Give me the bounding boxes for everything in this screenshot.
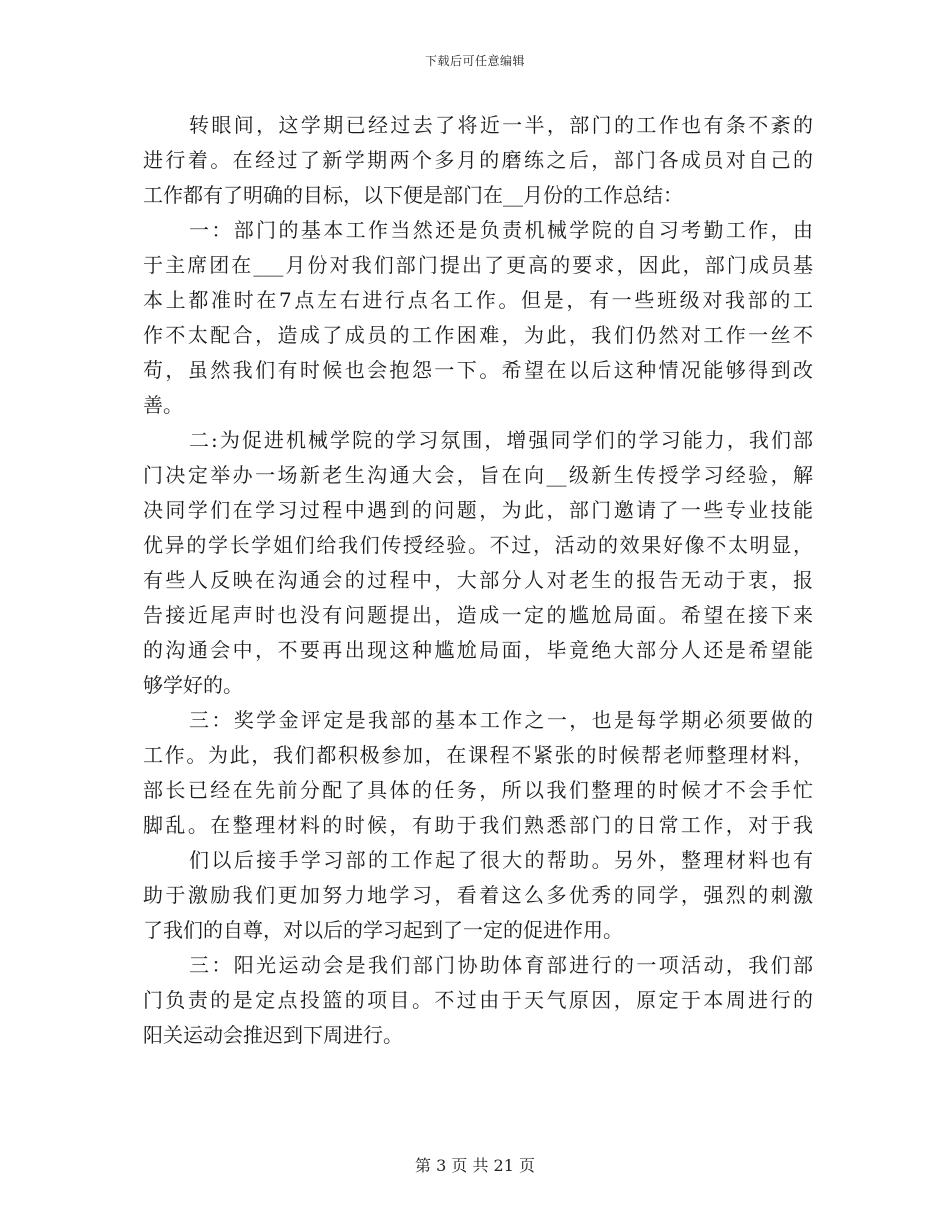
text-line: 脚乱。在整理材料的时候，有助于我们熟悉部门的日常工作，对于我 (143, 813, 813, 837)
paragraph-intro (143, 108, 813, 213)
text-line: 决同学们在学习过程中遇到的问题，为此，部门邀请了一些专业技能 (143, 498, 813, 522)
paragraph-item-1 (143, 213, 813, 423)
text-line: 转眼间，这学期已经过去了将近一半，部门的工作也有条不紊的 (189, 113, 813, 137)
text-line: 二:为促进机械学院的学习氛围，增强同学们的学习能力，我们部 (189, 428, 813, 452)
text-line: 于主席团在___月份对我们部门提出了更高的要求，因此，部门成员基 (143, 253, 813, 277)
text-line: 助于激励我们更加努力地学习，看着这么多优秀的同学，强烈的刺激 (143, 883, 813, 907)
text-line: 的沟通会中，不要再出现这种尴尬局面，毕竟绝大部分人还是希望能 (143, 638, 813, 662)
text-line: 们以后接手学习部的工作起了很大的帮助。另外，整理材料也有 (189, 848, 813, 872)
paragraph-item-4 (143, 948, 813, 1053)
text-line: 告接近尾声时也没有问题提出，造成一定的尴尬局面。希望在接下来 (143, 603, 813, 627)
document-body (143, 108, 813, 1053)
paragraph-item-3-continued (143, 843, 813, 948)
paragraph-item-3 (143, 703, 813, 843)
text-line: 优异的学长学姐们给我们传授经验。不过，活动的效果好像不太明显， (143, 533, 813, 557)
text-line: 工作都有了明确的目标，以下便是部门在__月份的工作总结： (143, 183, 683, 207)
text-line: 了我们的自尊，对以后的学习起到了一定的促进作用。 (143, 918, 623, 942)
text-line: 部长已经在先前分配了具体的任务，所以我们整理的时候才不会手忙 (143, 778, 813, 802)
paragraph-item-2 (143, 423, 813, 703)
text-line: 三：阳光运动会是我们部门协助体育部进行的一项活动，我们部 (189, 953, 813, 977)
text-line: 作不太配合，造成了成员的工作困难，为此，我们仍然对工作一丝不 (143, 323, 813, 347)
text-line: 门负责的是定点投篮的项目。不过由于天气原因，原定于本周进行的 (143, 988, 813, 1012)
text-line: 门决定举办一场新老生沟通大会，旨在向__级新生传授学习经验，解 (143, 463, 813, 487)
text-line: 阳关运动会推迟到下周进行。 (143, 1023, 403, 1047)
text-line: 一：部门的基本工作当然还是负责机械学院的自习考勤工作，由 (189, 218, 813, 242)
text-line: 有些人反映在沟通会的过程中，大部分人对老生的报告无动于衷，报 (143, 568, 813, 592)
page-number: 第 3 页 共 21 页 (415, 1156, 535, 1175)
text-line: 够学好的。 (143, 673, 243, 697)
text-line: 三：奖学金评定是我部的基本工作之一，也是每学期必须要做的 (189, 708, 813, 732)
text-line: 进行着。在经过了新学期两个多月的磨练之后，部门各成员对自己的 (143, 148, 813, 172)
page-header: 下载后可任意编辑 (424, 54, 525, 68)
text-line: 苟，虽然我们有时候也会抱怨一下。希望在以后这种情况能够得到改 (143, 358, 813, 382)
text-line: 本上都准时在7点左右进行点名工作。但是，有一些班级对我部的工 (143, 288, 813, 312)
text-line: 工作。为此，我们都积极参加，在课程不紧张的时候帮老师整理材料， (143, 743, 813, 767)
text-line: 善。 (143, 393, 183, 417)
